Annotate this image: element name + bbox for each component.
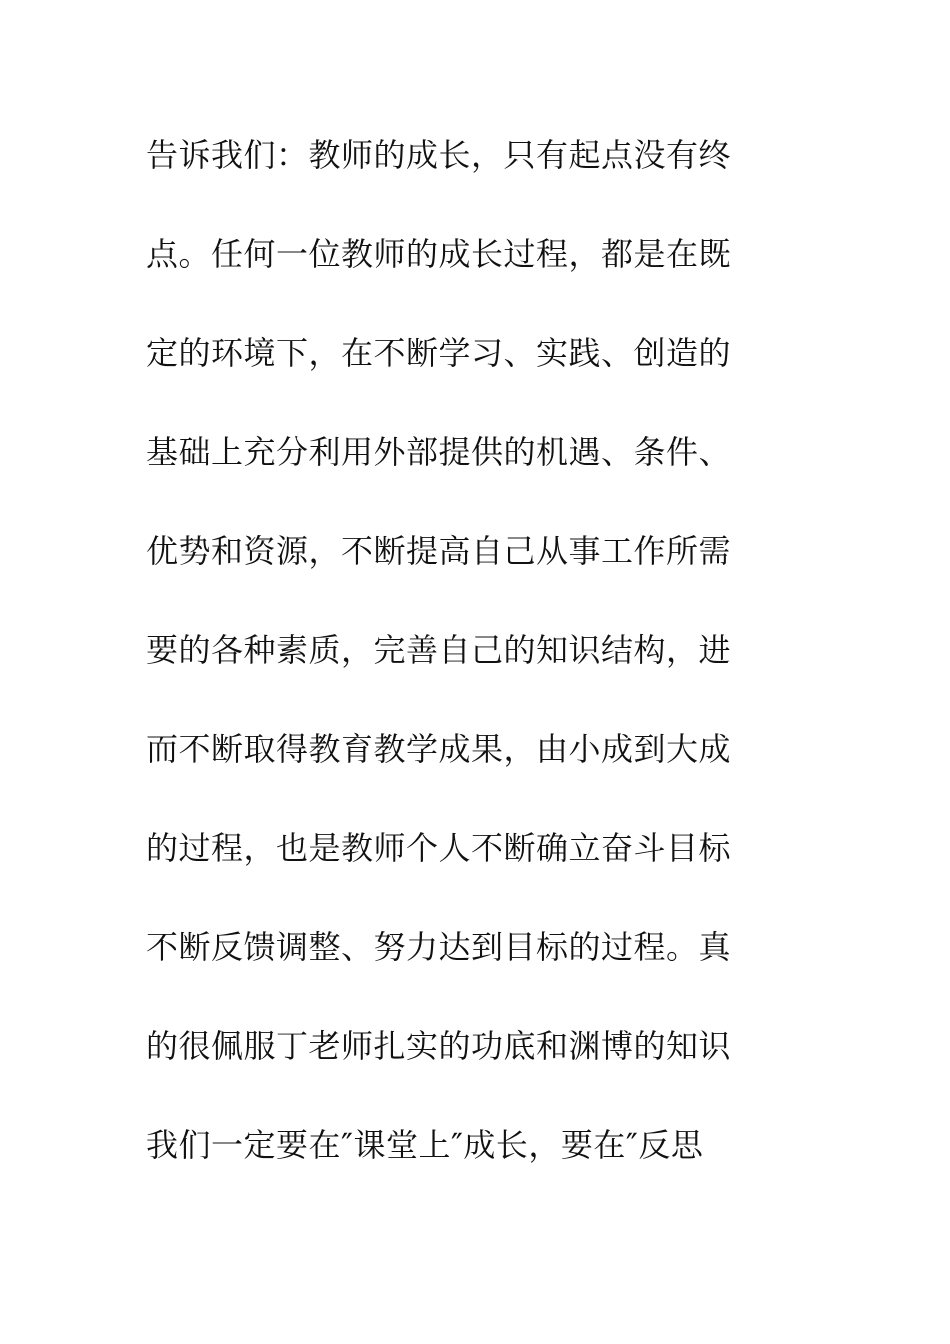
text-line-8: 的过程，也是教师个人不断确立奋斗目标 [146, 829, 732, 867]
text-line-1: 告诉我们：教师的成长，只有起点没有终 [146, 136, 732, 174]
text-line-9: 不断反馈调整、努力达到目标的过程。真 [146, 928, 732, 966]
body-text [146, 125, 826, 1214]
text-line-4: 基础上充分利用外部提供的机遇、条件、 [146, 433, 732, 471]
text-line-11: 我们一定要在″课堂上″成长，要在″反思 [146, 1126, 704, 1164]
text-line-10: 的很佩服丁老师扎实的功底和渊博的知识 [146, 1027, 732, 1065]
text-line-3: 定的环境下，在不断学习、实践、创造的 [146, 334, 732, 372]
text-line-6: 要的各种素质，完善自己的知识结构，进 [146, 631, 732, 669]
text-line-5: 优势和资源，不断提高自己从事工作所需 [146, 532, 732, 570]
text-line-2: 点。任何一位教师的成长过程，都是在既 [146, 235, 732, 273]
text-line-7: 而不断取得教育教学成果，由小成到大成 [146, 730, 732, 768]
